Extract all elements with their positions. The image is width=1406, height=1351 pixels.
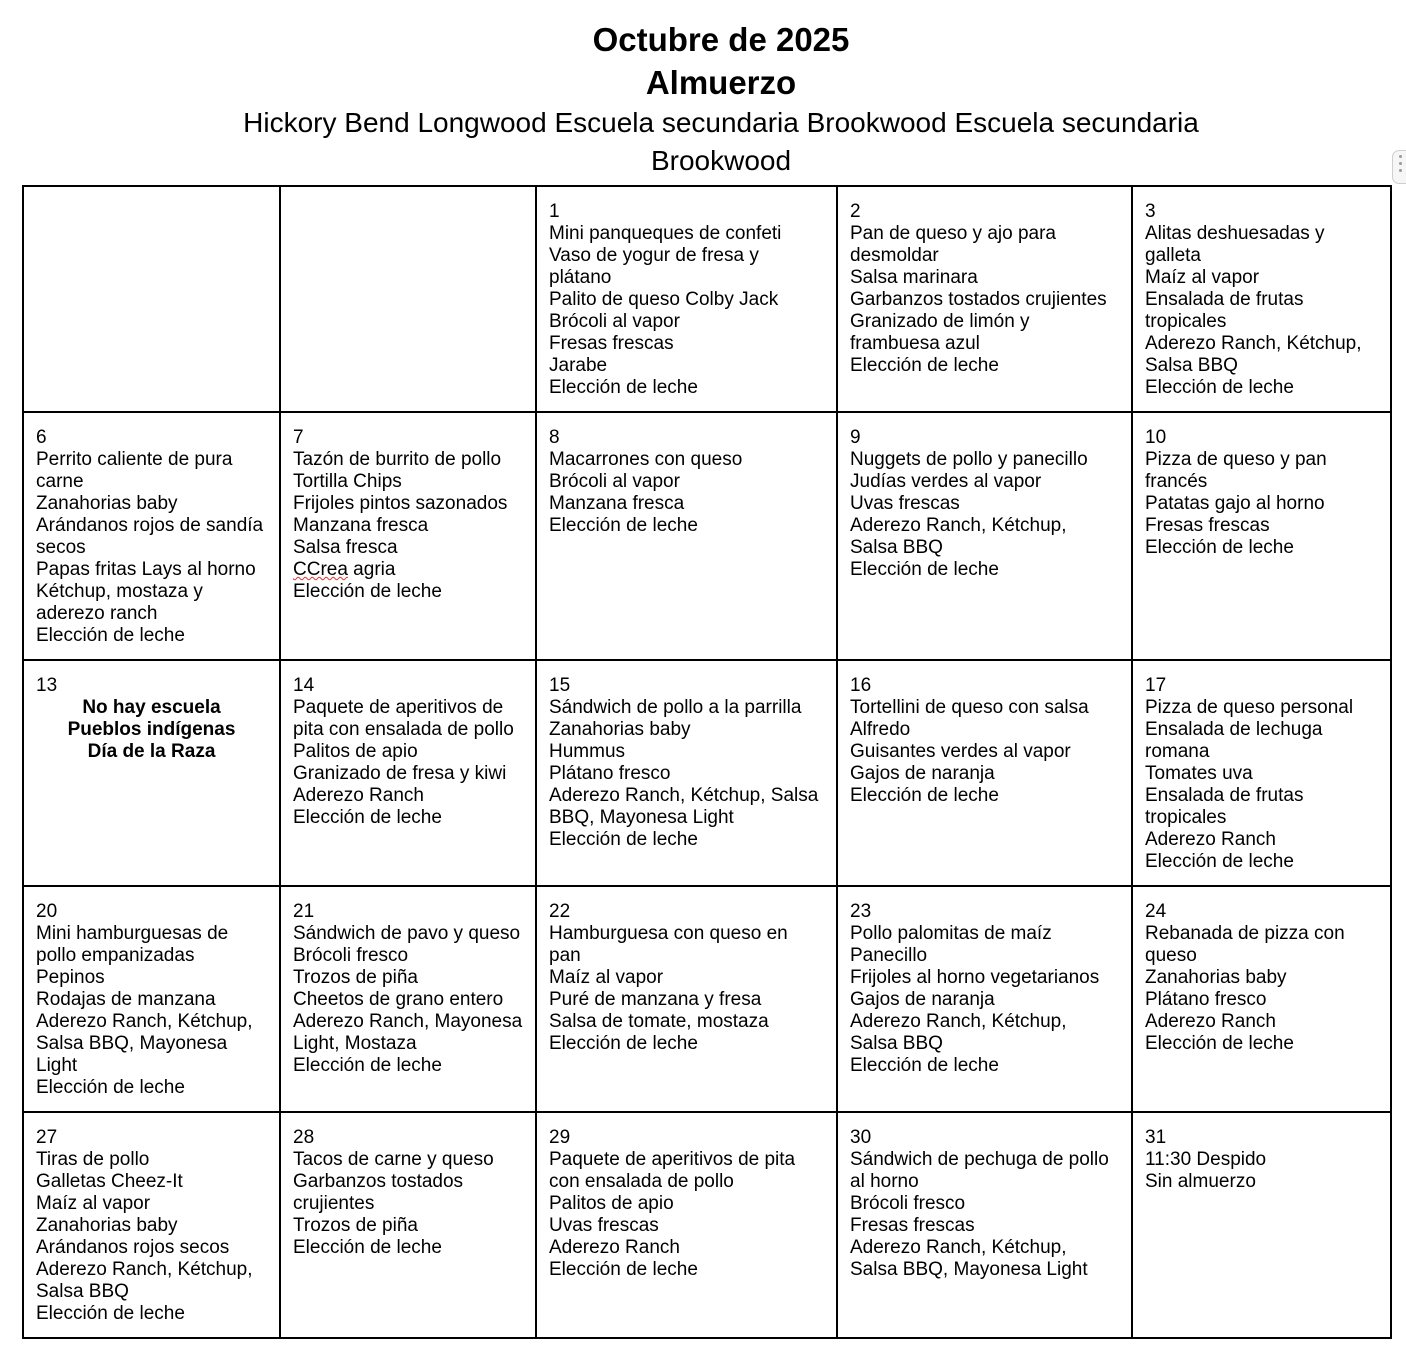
menu-item: Aderezo Ranch, Kétchup, Salsa BBQ xyxy=(36,1259,253,1302)
menu-item: Uvas frescas xyxy=(850,493,960,514)
day-number: 7 xyxy=(293,427,304,448)
menu-item: Elección de leche xyxy=(293,581,442,602)
menu-item: Elección de leche xyxy=(850,1055,999,1076)
menu-item: Paquete de aperitivos de pita con ensalada de pollo xyxy=(549,1149,796,1192)
menu-item: Arándanos rojos secos xyxy=(36,1237,230,1258)
menu-item: Vaso de yogur de fresa y plátano xyxy=(549,245,759,288)
day-cell xyxy=(1132,1112,1391,1338)
menu-item: Rebanada de pizza con queso xyxy=(1145,923,1345,966)
menu-item: Zanahorias baby xyxy=(1145,967,1287,988)
menu-item: Aderezo Ranch xyxy=(549,1237,680,1258)
meal-title: Almuerzo xyxy=(645,64,797,101)
menu-item: Hummus xyxy=(549,741,626,762)
menu-item: Salsa de tomate, mostaza xyxy=(549,1011,769,1032)
day-number: 10 xyxy=(1145,427,1167,448)
day-cell xyxy=(536,186,837,412)
schools-subtitle: Hickory Bend Longwood Escuela secundaria Brookwood Escuela secundaria xyxy=(243,107,1199,138)
day-number: 14 xyxy=(293,675,315,696)
side-panel-handle-icon[interactable] xyxy=(1392,150,1406,184)
menu-item: Salsa fresca xyxy=(293,537,398,558)
menu-item: Aderezo Ranch xyxy=(1145,1011,1276,1032)
menu-item: Elección de leche xyxy=(36,1077,185,1098)
day-cell xyxy=(280,886,536,1112)
menu-item: Plátano fresco xyxy=(549,763,671,784)
empty-day-cell xyxy=(280,186,536,412)
menu-item: Papas fritas Lays al horno xyxy=(36,559,256,580)
day-cell xyxy=(1132,660,1391,886)
menu-item: Zanahorias baby xyxy=(549,719,691,740)
day-number: 16 xyxy=(850,675,872,696)
day-number: 2 xyxy=(850,201,861,222)
day-number: 6 xyxy=(36,427,47,448)
menu-item: Tiras de pollo xyxy=(36,1149,150,1170)
menu-item: Tortellini de queso con salsa Alfredo xyxy=(850,697,1089,740)
menu-item: Ensalada de lechuga romana xyxy=(1145,719,1323,762)
menu-item: Aderezo Ranch, Kétchup, Salsa BBQ xyxy=(850,1011,1067,1054)
day-cell xyxy=(837,886,1132,1112)
menu-item: Elección de leche xyxy=(850,785,999,806)
menu-calendar xyxy=(22,185,1392,1339)
holiday-note: Día de la Raza xyxy=(87,741,216,762)
menu-item: Sándwich de pavo y queso xyxy=(293,923,521,944)
menu-item: Mini hamburguesas de pollo empanizadas xyxy=(36,923,229,966)
menu-item: Elección de leche xyxy=(293,1055,442,1076)
calendar-week-row xyxy=(23,186,1391,412)
menu-item: Mini panqueques de confeti xyxy=(549,223,782,244)
menu-item: Aderezo Ranch, Mayonesa Light, Mostaza xyxy=(293,1011,523,1054)
menu-item: Elección de leche xyxy=(1145,851,1294,872)
calendar-week-row xyxy=(23,412,1391,660)
menu-item: Tazón de burrito de pollo xyxy=(293,449,502,470)
day-number: 27 xyxy=(36,1127,58,1148)
day-number: 15 xyxy=(549,675,571,696)
menu-item: Panecillo xyxy=(850,945,928,966)
day-cell xyxy=(23,886,280,1112)
day-cell xyxy=(1132,186,1391,412)
menu-item: Granizado de fresa y kiwi xyxy=(293,763,507,784)
day-cell xyxy=(536,412,837,660)
menu-item: Arándanos rojos de sandía secos xyxy=(36,515,264,558)
day-cell xyxy=(23,1112,280,1338)
menu-item: Tacos de carne y queso xyxy=(293,1149,494,1170)
day-cell xyxy=(536,660,837,886)
menu-item: Gajos de naranja xyxy=(850,763,995,784)
menu-item: Frijoles pintos sazonados xyxy=(293,493,508,514)
menu-item: Zanahorias baby xyxy=(36,1215,178,1236)
menu-item: Guisantes verdes al vapor xyxy=(850,741,1071,762)
day-number: 20 xyxy=(36,901,58,922)
day-cell xyxy=(536,886,837,1112)
menu-item: Tomates uva xyxy=(1145,763,1253,784)
menu-item: Elección de leche xyxy=(36,1303,185,1324)
menu-item: Pizza de queso y pan francés xyxy=(1145,449,1327,492)
day-number: 9 xyxy=(850,427,861,448)
day-number: 28 xyxy=(293,1127,315,1148)
menu-item: Galletas Cheez-It xyxy=(36,1171,183,1192)
menu-item: Aderezo Ranch, Kétchup, Salsa BBQ, Mayonesa Light xyxy=(36,1011,253,1076)
menu-item: Maíz al vapor xyxy=(549,967,664,988)
menu-item: Elección de leche xyxy=(549,515,698,536)
menu-item: Elección de leche xyxy=(549,1033,698,1054)
menu-item: Brócoli al vapor xyxy=(549,311,680,332)
menu-item: Kétchup, mostaza y aderezo ranch xyxy=(36,581,203,624)
empty-day-cell xyxy=(23,186,280,412)
day-cell xyxy=(23,660,280,886)
menu-item: Pollo palomitas de maíz xyxy=(850,923,1052,944)
day-number: 13 xyxy=(36,675,58,696)
menu-item: Pan de queso y ajo para desmoldar xyxy=(850,223,1056,266)
day-number: 3 xyxy=(1145,201,1156,222)
day-number: 22 xyxy=(549,901,571,922)
day-number: 17 xyxy=(1145,675,1167,696)
day-number: 8 xyxy=(549,427,560,448)
menu-item: Granizado de limón y frambuesa azul xyxy=(850,311,1030,354)
menu-item: Trozos de piña xyxy=(293,967,418,988)
menu-item: Ensalada de frutas tropicales xyxy=(1145,289,1304,332)
menu-item: Nuggets de pollo y panecillo xyxy=(850,449,1088,470)
menu-item: Frijoles al horno vegetarianos xyxy=(850,967,1100,988)
day-cell xyxy=(1132,412,1391,660)
menu-item: Pepinos xyxy=(36,967,105,988)
menu-item: Elección de leche xyxy=(549,1259,698,1280)
menu-item: Elección de leche xyxy=(549,377,698,398)
menu-item: Elección de leche xyxy=(36,625,185,646)
day-cell xyxy=(280,1112,536,1338)
menu-item: Sándwich de pollo a la parrilla xyxy=(549,697,802,718)
day-number: 21 xyxy=(293,901,315,922)
menu-item: Sin almuerzo xyxy=(1145,1171,1256,1192)
menu-item: Maíz al vapor xyxy=(1145,267,1260,288)
menu-item: Hamburguesa con queso en pan xyxy=(549,923,788,966)
menu-item: Palito de queso Colby Jack xyxy=(549,289,779,310)
day-number: 29 xyxy=(549,1127,571,1148)
menu-item: Elección de leche xyxy=(850,355,999,376)
day-number: 31 xyxy=(1145,1127,1167,1148)
menu-item: Sándwich de pechuga de pollo al horno xyxy=(850,1149,1109,1192)
day-cell xyxy=(1132,886,1391,1112)
menu-item: Aderezo Ranch, Kétchup, Salsa BBQ, Mayonesa Light xyxy=(549,785,819,828)
menu-item: Plátano fresco xyxy=(1145,989,1267,1010)
day-number: 23 xyxy=(850,901,872,922)
menu-item: CCrea agria xyxy=(293,559,396,580)
menu-item: Paquete de aperitivos de pita con ensalada de pollo xyxy=(293,697,514,740)
menu-item: Manzana fresca xyxy=(549,493,685,514)
day-number: 24 xyxy=(1145,901,1167,922)
menu-item: Jarabe xyxy=(549,355,608,376)
menu-item: Aderezo Ranch xyxy=(1145,829,1276,850)
menu-item: Brócoli fresco xyxy=(293,945,409,966)
menu-item: Garbanzos tostados crujientes xyxy=(293,1171,464,1214)
menu-item: Fresas frescas xyxy=(850,1215,975,1236)
menu-item: Zanahorias baby xyxy=(36,493,178,514)
menu-item: Macarrones con queso xyxy=(549,449,743,470)
holiday-note: No hay escuela xyxy=(82,697,221,718)
menu-item: Palitos de apio xyxy=(549,1193,674,1214)
menu-item: Elección de leche xyxy=(293,1237,442,1258)
menu-item: Ensalada de frutas tropicales xyxy=(1145,785,1304,828)
day-cell xyxy=(280,660,536,886)
menu-item: Elección de leche xyxy=(549,829,698,850)
menu-item: Elección de leche xyxy=(1145,1033,1294,1054)
day-number: 1 xyxy=(549,201,560,222)
menu-item: Elección de leche xyxy=(1145,537,1294,558)
menu-item: Elección de leche xyxy=(293,807,442,828)
menu-item: Cheetos de grano entero xyxy=(293,989,504,1010)
menu-item: Perrito caliente de pura carne xyxy=(36,449,233,492)
menu-item: Aderezo Ranch, Kétchup, Salsa BBQ xyxy=(850,515,1067,558)
day-cell xyxy=(837,660,1132,886)
document-header xyxy=(0,18,1406,180)
day-cell xyxy=(837,412,1132,660)
menu-item: Aderezo Ranch xyxy=(293,785,424,806)
menu-item: Palitos de apio xyxy=(293,741,418,762)
day-cell xyxy=(837,186,1132,412)
day-number: 30 xyxy=(850,1127,872,1148)
day-cell xyxy=(23,412,280,660)
calendar-week-row xyxy=(23,1112,1391,1338)
menu-item: Maíz al vapor xyxy=(36,1193,151,1214)
menu-item: Puré de manzana y fresa xyxy=(549,989,762,1010)
menu-item: Fresas frescas xyxy=(1145,515,1270,536)
menu-item: Trozos de piña xyxy=(293,1215,418,1236)
menu-item: Garbanzos tostados crujientes xyxy=(850,289,1107,310)
menu-item: Judías verdes al vapor xyxy=(850,471,1042,492)
holiday-note: Pueblos indígenas xyxy=(67,719,236,740)
menu-item: Salsa marinara xyxy=(850,267,978,288)
menu-item: Pizza de queso personal xyxy=(1145,697,1354,718)
menu-item: Elección de leche xyxy=(1145,377,1294,398)
calendar-week-row xyxy=(23,886,1391,1112)
day-cell xyxy=(280,412,536,660)
menu-item: Fresas frescas xyxy=(549,333,674,354)
menu-item: Brócoli al vapor xyxy=(549,471,680,492)
menu-item: Gajos de naranja xyxy=(850,989,995,1010)
calendar-week-row xyxy=(23,660,1391,886)
day-cell xyxy=(837,1112,1132,1338)
menu-item: Manzana fresca xyxy=(293,515,429,536)
schools-subtitle-continued: Brookwood xyxy=(650,145,792,176)
menu-item: Tortilla Chips xyxy=(293,471,402,492)
menu-item: Alitas deshuesadas y galleta xyxy=(1145,223,1325,266)
menu-item: Patatas gajo al horno xyxy=(1145,493,1325,514)
month-title: Octubre de 2025 xyxy=(592,21,850,58)
menu-item: 11:30 Despido xyxy=(1145,1149,1267,1170)
day-cell xyxy=(536,1112,837,1338)
menu-item: Elección de leche xyxy=(850,559,999,580)
menu-item: Aderezo Ranch, Kétchup, Salsa BBQ xyxy=(1145,333,1362,376)
menu-item: Rodajas de manzana xyxy=(36,989,216,1010)
menu-item: Uvas frescas xyxy=(549,1215,659,1236)
menu-item: Brócoli fresco xyxy=(850,1193,966,1214)
menu-item: Aderezo Ranch, Kétchup, Salsa BBQ, Mayonesa Light xyxy=(850,1237,1088,1280)
